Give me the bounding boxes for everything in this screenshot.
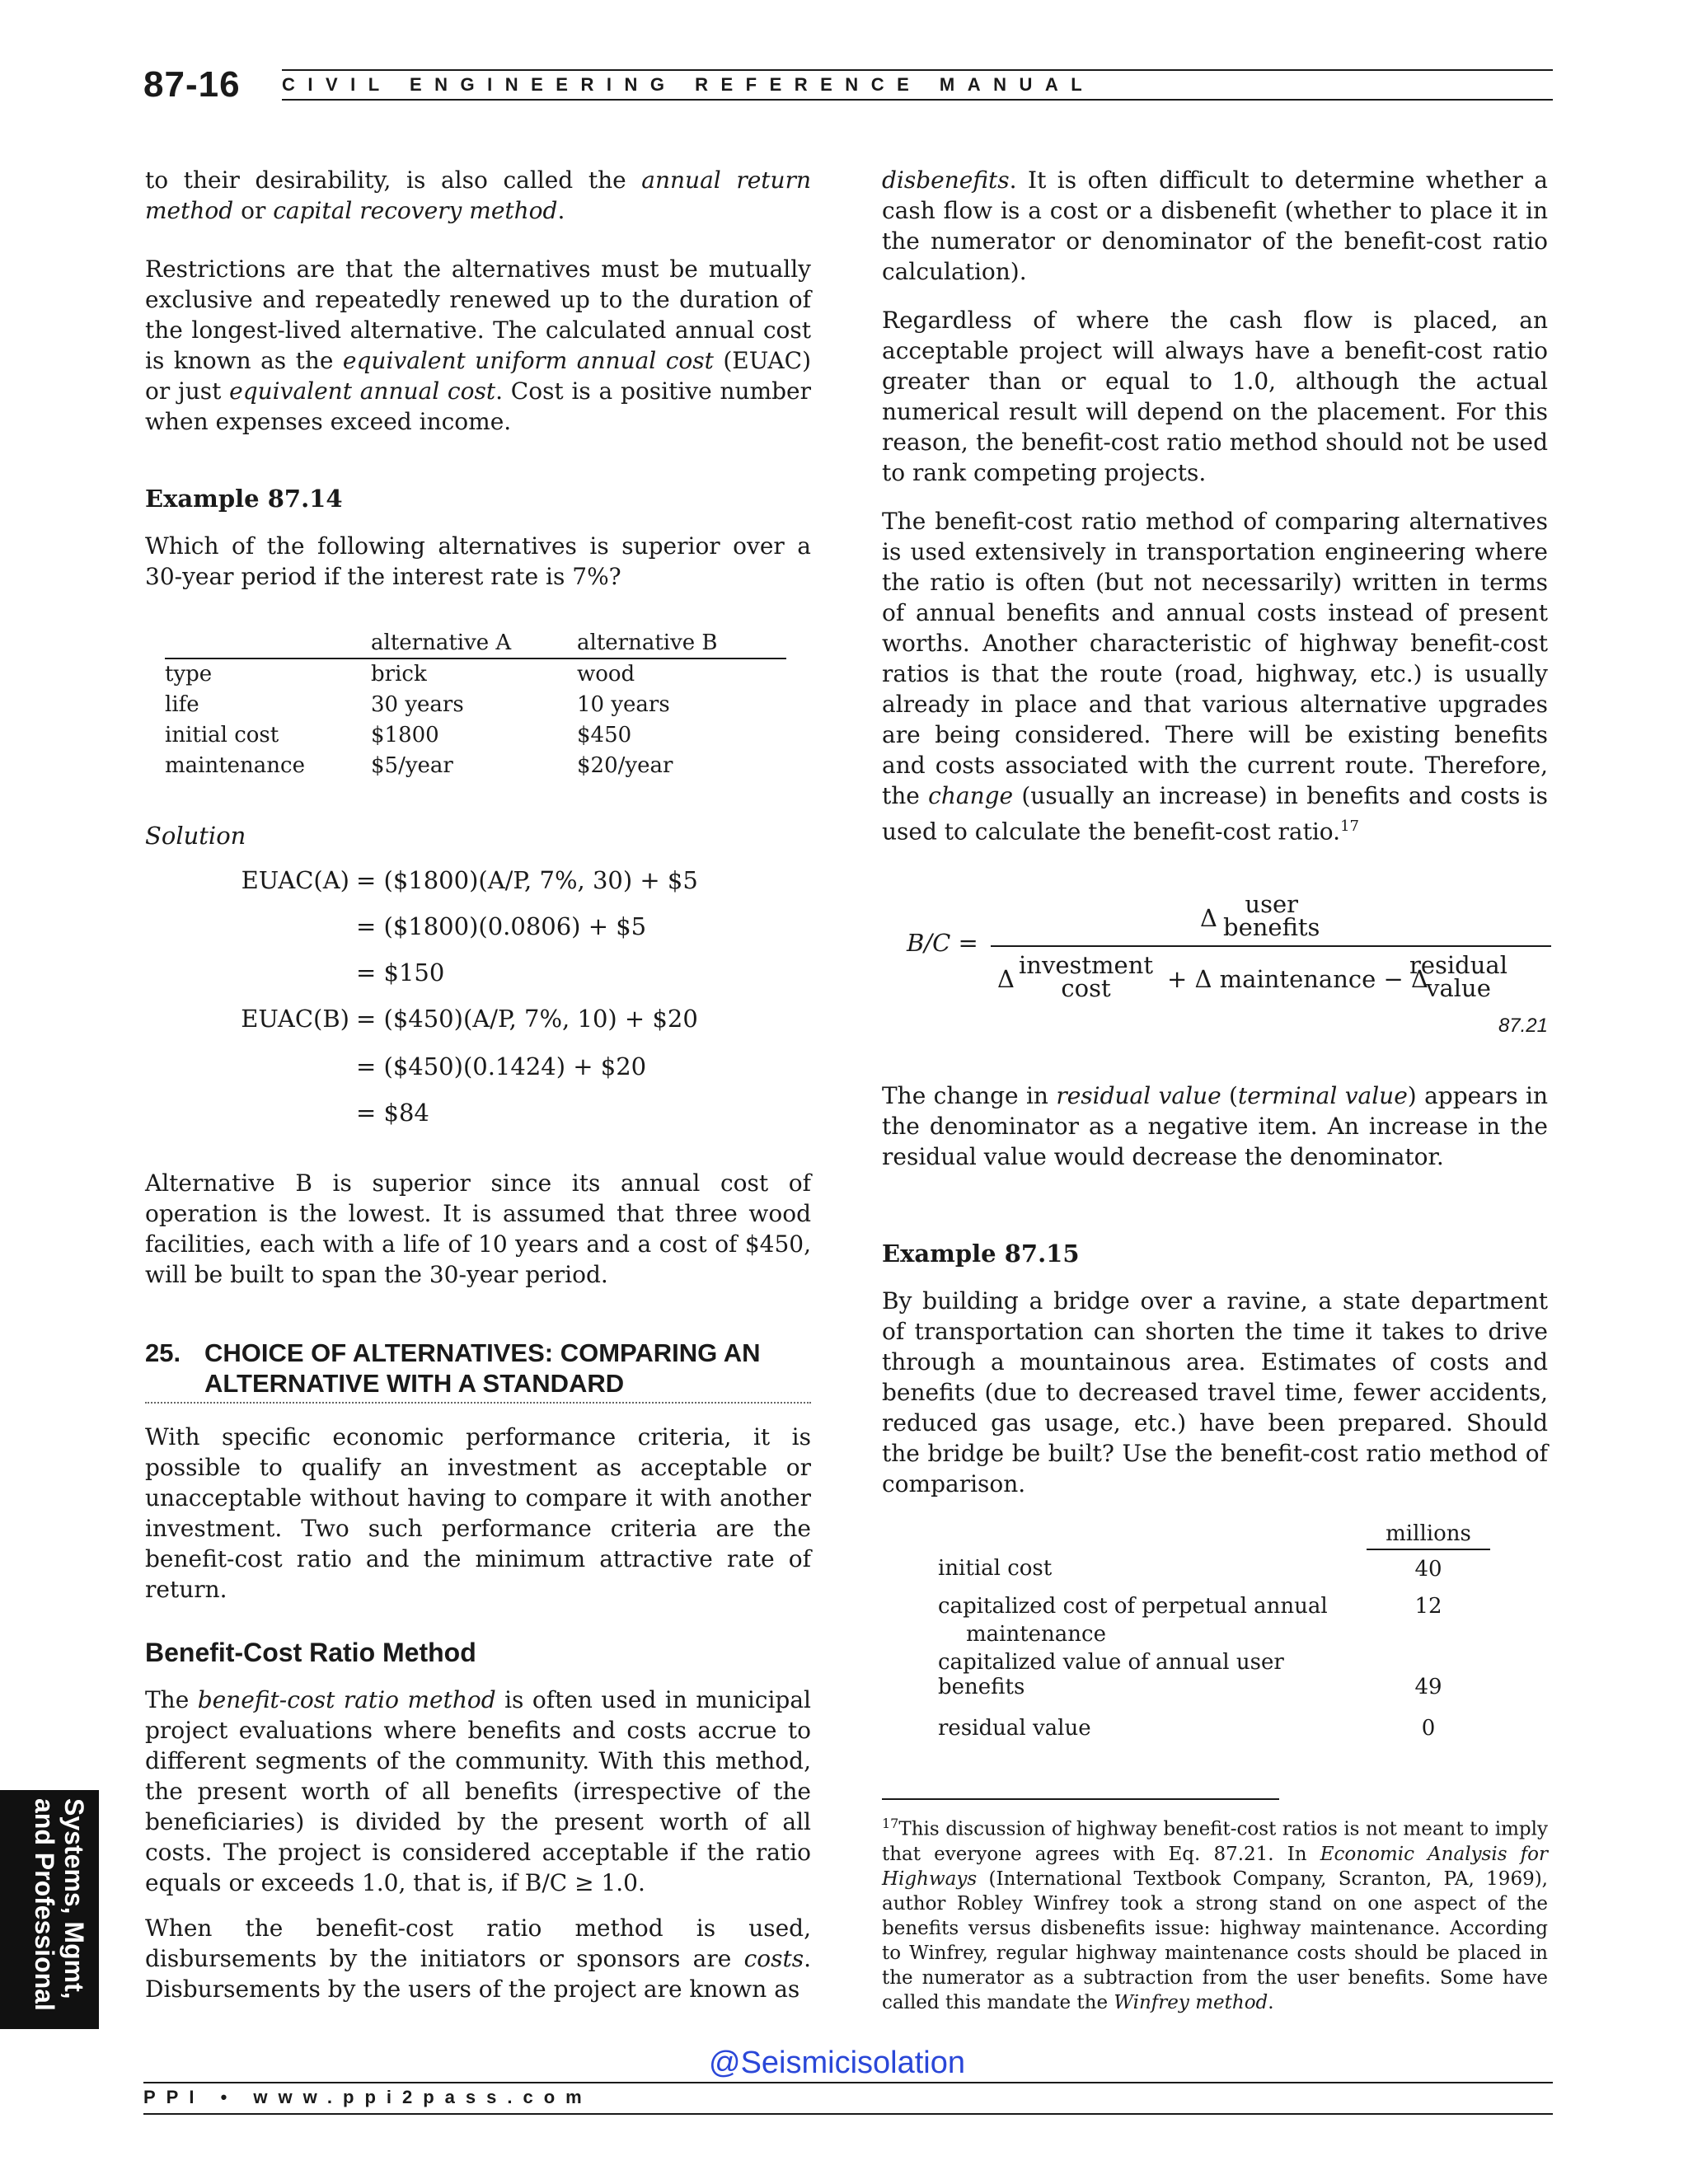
fraction-bar	[991, 945, 1551, 947]
section-side-tab	[0, 1790, 99, 2029]
table-cell: initial cost	[165, 722, 279, 748]
equation-lhs: B/C =	[907, 929, 978, 958]
paragraph: Regardless of where the cash flow is placed, an acceptable project will always have a benefit-cost ratio greater than or equal to 1.0, although the actual numerical result will depend on the placement. For this reason, the benefit-cost ratio method should not be used to rank competing projects.	[882, 307, 1548, 486]
equation-rhs: = ($1800)(0.0806) + $5	[356, 912, 647, 940]
subsection-heading: Benefit-Cost Ratio Method	[145, 1638, 476, 1667]
example-text: By building a bridge over a ravine, a state department of transportation can shorten the time it takes to drive through a mountainous area. Estimates of costs and benefits (due to decreased travel time, fewer accidents, reduced gas usage, etc.) have been prepared. Should the bridge be built? Use the benefit-cost ratio method of comparison.	[882, 1287, 1548, 1498]
side-tab-label: Systems, Mgmt, and Professional	[30, 1798, 89, 2011]
delta-symbol: Δ	[1200, 904, 1217, 933]
table-cell: $450	[577, 722, 632, 748]
table-row	[938, 1549, 1490, 1587]
table-cell: 30 years	[371, 691, 464, 717]
table-cell: 12	[1414, 1594, 1442, 1619]
alternatives-table	[165, 628, 786, 780]
footnote: $^{17}$This discussion of highway benefit-cost ratios is not meant to imply that everyone agrees with Eq. 87.21. In Economic Analysis for Highways (International Textbook Company, Scranton, PA, 1969), author Robley Winfrey took a strong stand on one aspect of the benefits versus disbenefits issue: highway maintenance. According to Winfrey, regular highway maintenance costs should be placed in the numerator as a subtraction from the user benefits. Some have called this mandate the Winfrey method.	[882, 1816, 1548, 2013]
table-cell: type	[165, 662, 213, 687]
paragraph: Alternative B is superior since its annual cost of operation is the lowest. It is assumed that three wood facilities, each with a life of 10 years and a cost of $450, will be built to span the 30-year period.	[145, 1169, 811, 1288]
denominator-term: investment cost	[1019, 951, 1154, 1003]
paragraph: Restrictions are that the alternatives must be mutually exclusive and repeatedly renewed up to the duration of the longest-lived alternative. The calculated annual cost is known as the equivalent uniform annual cost (EUAC) or just equivalent annual cost. Cost is a positive number when expenses exceed income.	[145, 255, 811, 435]
paragraph: The benefit-cost ratio method is often used in municipal project evaluations where benefits and costs accrue to different segments of the community. With this method, the present worth of all benefits (irrespective of the beneficiaries) is divided by the present worth of all costs. The project is considered acceptable if the ratio equals or exceeds 1.0, that is, if B/C ≥ 1.0.	[145, 1686, 811, 1896]
table-cell: maintenance	[966, 1622, 1106, 1647]
table-header-row	[938, 1519, 1490, 1549]
table-cell: initial cost	[938, 1556, 1053, 1582]
table-header: millions	[1367, 1519, 1490, 1549]
table-header	[165, 628, 371, 658]
solution-label: Solution	[145, 822, 246, 850]
table-row	[938, 1650, 1490, 1699]
paragraph: The change in residual value (terminal value) appears in the denominator as a negative item. An increase in the residual value would decrease the denominator.	[882, 1082, 1548, 1171]
bridge-estimates-table	[938, 1519, 1490, 1741]
denominator-middle: + Δ maintenance − Δ	[1167, 965, 1428, 994]
paragraph: With specific economic performance criteria, it is possible to qualify an investment as acceptable or unacceptable without having to compare it with another investment. Two such performance criteria are the benefit-cost ratio and the minimum attractive rate of return.	[145, 1423, 811, 1603]
equation-lhs: EUAC(A)	[241, 866, 349, 894]
header-rule-top	[282, 69, 1553, 71]
numerator-term: user benefits	[1223, 890, 1320, 942]
left-column	[145, 165, 811, 2004]
equation-rhs: = $150	[356, 958, 445, 987]
table-header: alternative B	[577, 630, 718, 655]
table-cell: $1800	[371, 722, 439, 748]
table-cell: 0	[1421, 1716, 1436, 1741]
table-row	[938, 1587, 1490, 1619]
equation-rhs: = ($1800)(A/P, 7%, 30) + $5	[356, 866, 698, 894]
table-cell: 40	[1414, 1556, 1442, 1582]
example-text: Which of the following alternatives is superior over a 30-year period if the interest rate is 7%?	[145, 532, 811, 590]
equation-87-21	[882, 890, 1548, 1049]
table-row	[165, 719, 786, 750]
watermark: @Seismicisolation	[709, 2046, 966, 2080]
table-cell: $5/year	[371, 752, 453, 778]
table-cell: maintenance	[165, 752, 305, 778]
table-cell: residual value	[938, 1716, 1091, 1741]
section-title: CHOICE OF ALTERNATIVES: COMPARING AN ALTERNATIVE WITH A STANDARD	[204, 1338, 761, 1398]
table-row	[165, 750, 786, 780]
section-rule	[145, 1402, 811, 1404]
footnote-rule	[882, 1798, 1279, 1800]
example-heading: Example 87.14	[145, 485, 343, 513]
table-cell	[1367, 1619, 1490, 1650]
right-column	[882, 165, 1548, 2015]
equation-rhs: = ($450)(A/P, 7%, 10) + $20	[356, 1005, 698, 1033]
footer-rule-top	[143, 2082, 1553, 2083]
page-number: 87-16	[143, 64, 241, 105]
equation-rhs: = ($450)(0.1424) + $20	[356, 1052, 647, 1080]
table-row	[165, 689, 786, 719]
table-row	[938, 1619, 1490, 1650]
table-cell: wood	[577, 662, 635, 687]
table-row	[165, 658, 786, 689]
page-header	[143, 64, 1553, 105]
footer-rule-bottom	[143, 2113, 1553, 2115]
table-cell: brick	[371, 662, 427, 687]
table-cell: $20/year	[577, 752, 673, 778]
footer-text: PPI • www.ppi2pass.com	[143, 2087, 593, 2107]
section-number: 25.	[145, 1338, 181, 1367]
paragraph: to their desirability, is also called the annual return method or capital recovery method.	[145, 166, 811, 224]
table-cell: life	[165, 691, 199, 717]
table-cell: capitalized cost of perpetual annual	[938, 1594, 1328, 1619]
example-heading: Example 87.15	[882, 1240, 1080, 1268]
paragraph: When the benefit-cost ratio method is used, disbursements by the initiators or sponsors are costs. Disbursements by the users of the project are known as	[145, 1915, 811, 2003]
delta-symbol: Δ	[997, 965, 1015, 994]
section-heading	[145, 1338, 811, 1399]
equation-lhs: EUAC(B)	[241, 1005, 349, 1033]
table-cell: 49	[1414, 1675, 1442, 1700]
equation-rhs: = $84	[356, 1099, 429, 1127]
table-cell: 10 years	[577, 691, 670, 717]
equation-number: 87.21	[1498, 1015, 1548, 1038]
denominator-term: residual value	[1409, 951, 1507, 1003]
table-header-row	[165, 628, 786, 658]
table-cell: capitalized value of annual user benefits	[938, 1650, 1284, 1700]
header-rule-bottom	[282, 99, 1553, 101]
table-header: alternative A	[371, 630, 512, 655]
paragraph: The benefit-cost ratio method of comparing alternatives is used extensively in transportation engineering where the ratio is often (but not necessarily) written in terms of annual benefits and annual costs instead of present worths. Another characteristic of highway benefit-cost ratios is that the route (road, highway, etc.) is usually already in place and that various alternative upgrades are being considered. There will be existing benefits and costs associated with the current route. Therefore, the change (usually an increase) in benefits and costs is used to calculate the benefit-cost ratio.$^{17}$	[882, 508, 1548, 846]
table-row	[938, 1699, 1490, 1741]
page-footer	[143, 2077, 1553, 2126]
manual-title: CIVIL ENGINEERING REFERENCE MANUAL	[282, 74, 1095, 95]
solution-equations	[145, 866, 811, 1138]
paragraph: disbenefits. It is often difficult to determine whether a cash flow is a cost or a disbenefit (whether to place it in the numerator or denominator of the benefit-cost ratio calculation).	[882, 166, 1548, 285]
